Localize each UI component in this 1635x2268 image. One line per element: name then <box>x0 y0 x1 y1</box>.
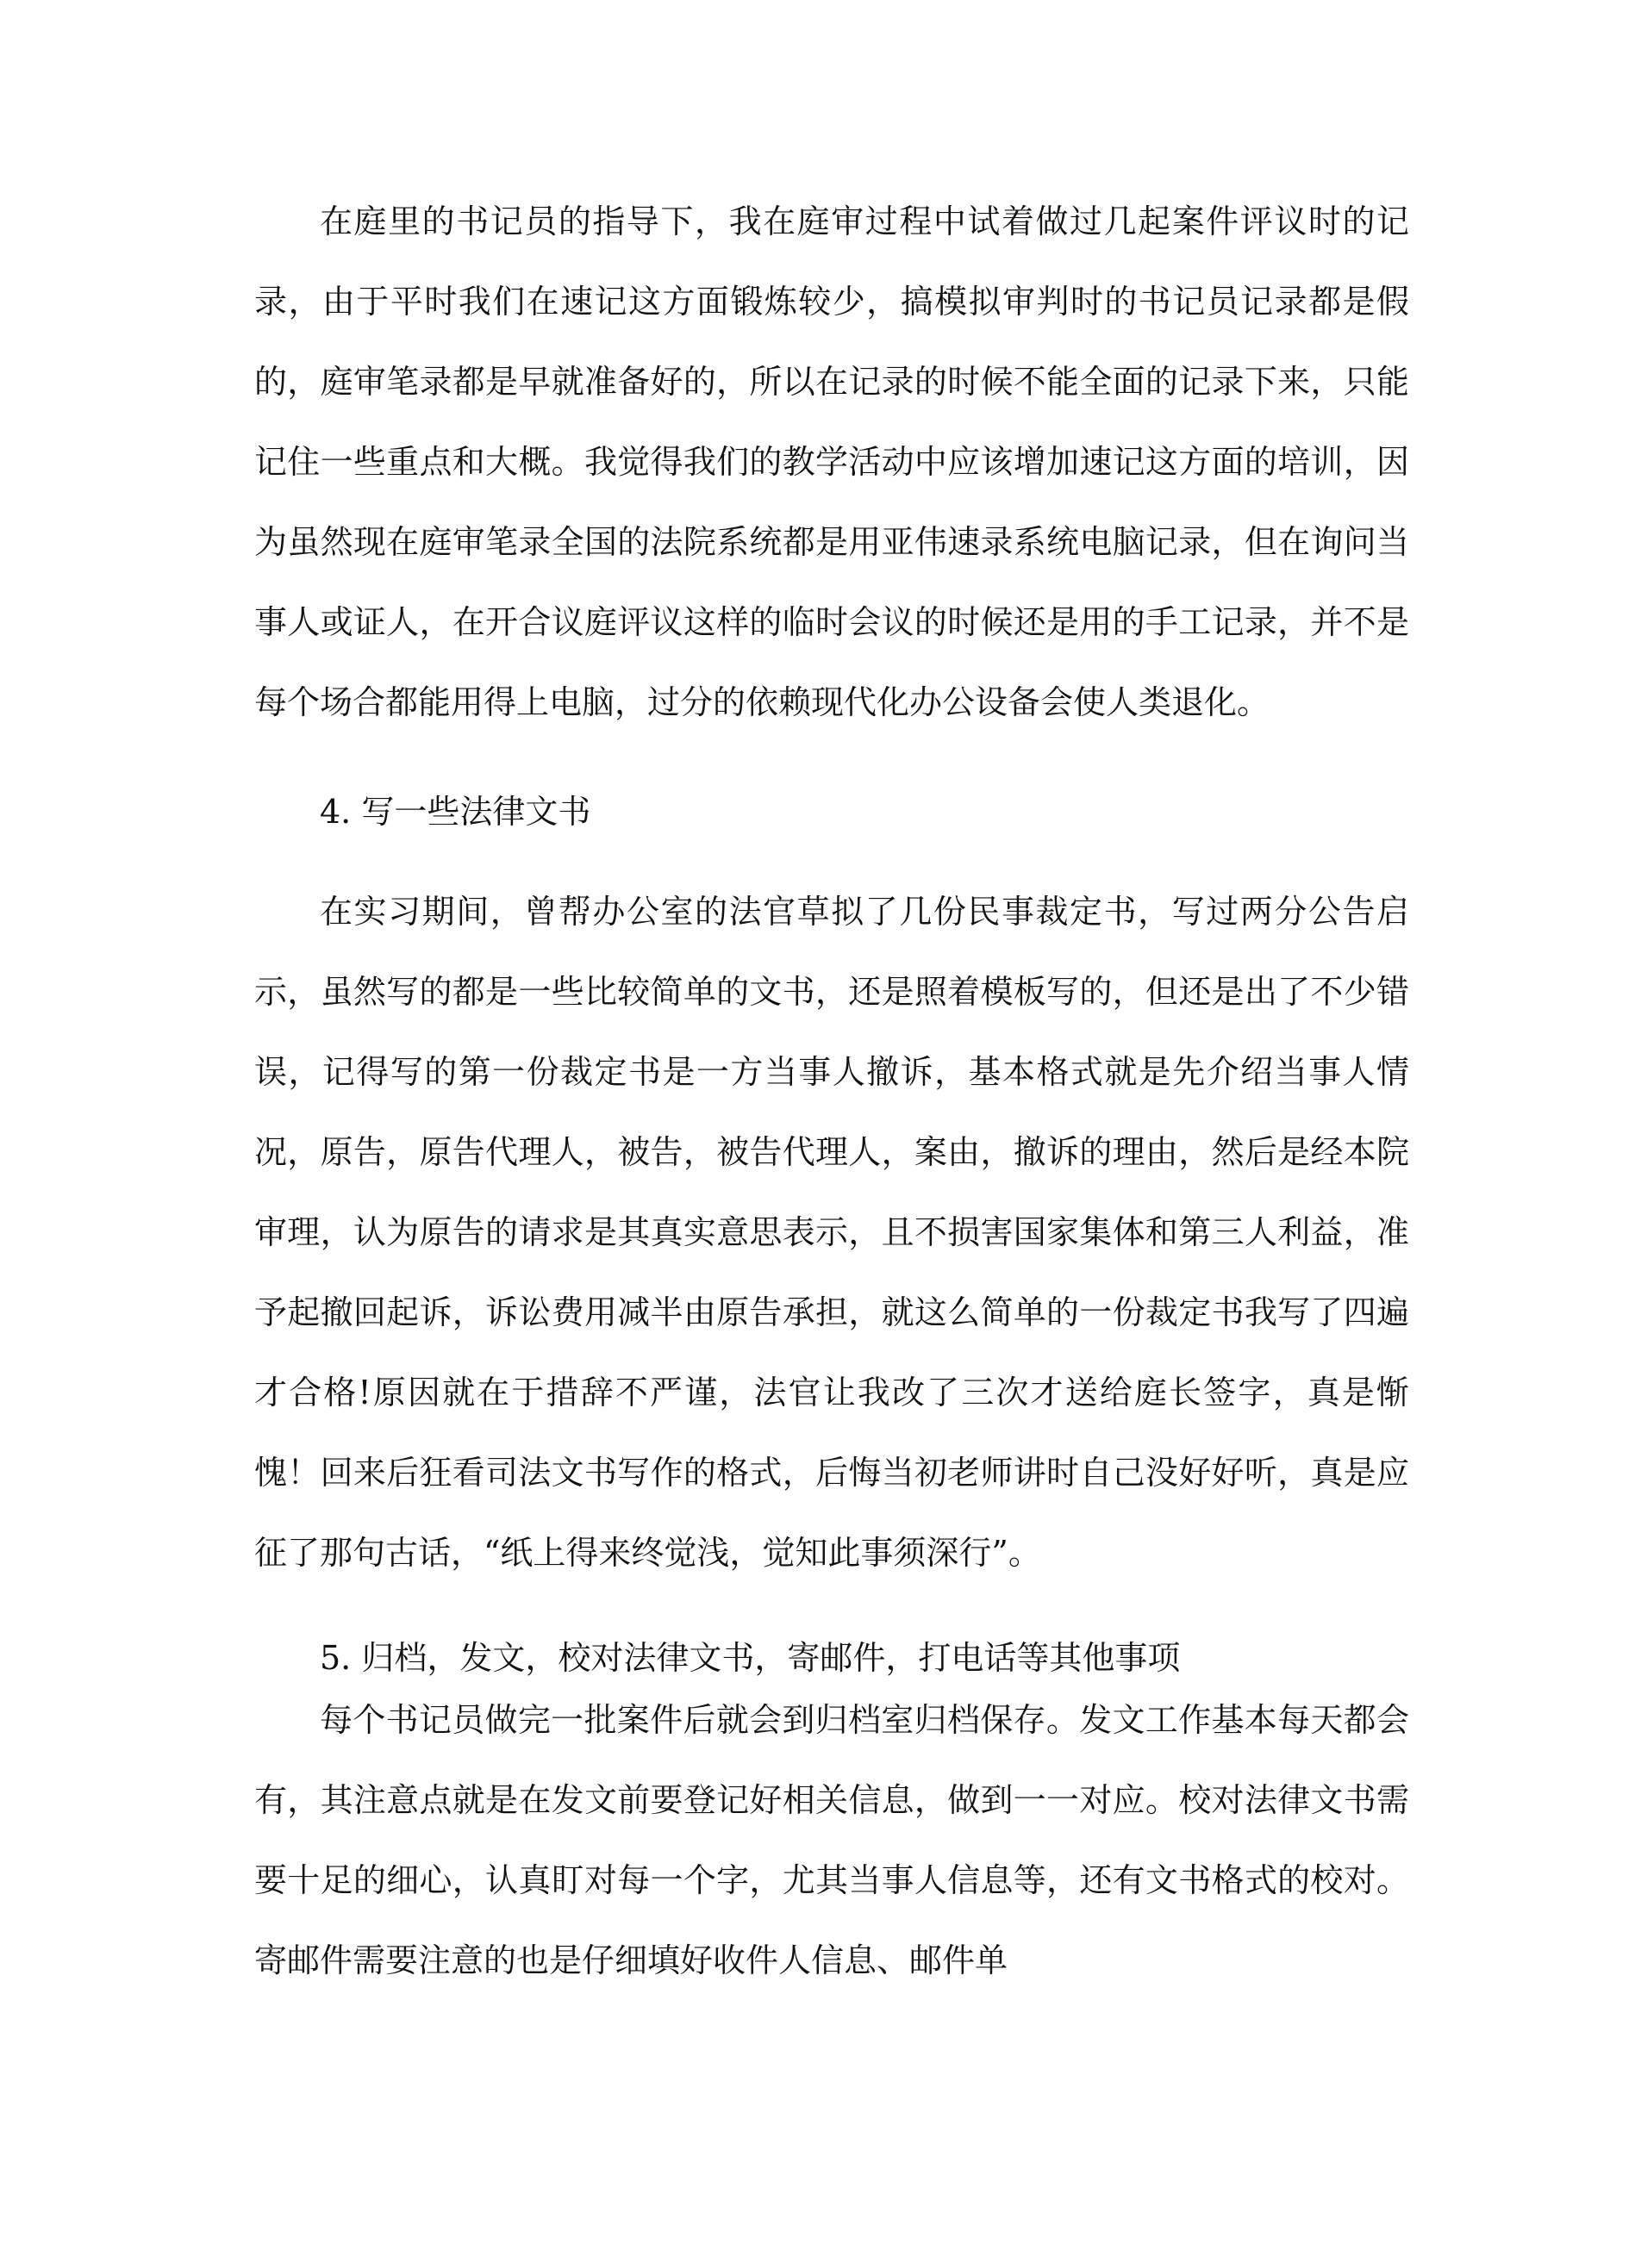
paragraph-drafting-rulings <box>254 872 1409 1593</box>
paragraph-text: 在实习期间，曾帮办公室的法官草拟了几份民事裁定书，写过两分公告启示，虽然写的都是一些比较简单的文书，还是照着模板写的，但还是出了不少错误，记得写的第一份裁定书是一方当事人撤诉，基本格式就是先介绍当事人情况，原告，原告代理人，被告，被告代理人，案由，撤诉的理由，然后是经本院审理，认为原告的请求是其真实意思表示，且不损害国家集体和第三人利益，准予起撤回起诉，诉讼费用减半由原告承担，就这么简单的一份裁定书我写了四遍才合格!原因就在于措辞不严谨，法官让我改了三次才送给庭长签字，真是惭愧！回来后狂看司法文书写作的格式，后悔当初老师讲时自己没好好听，真是应征了那句古话，“纸上得来终觉浅，觉知此事须深行”。 <box>254 893 1409 1572</box>
paragraph-text: 每个书记员做完一批案件后就会到归档室归档保存。发文工作基本每天都会有，其注意点就是在发文前要登记好相关信息，做到一一对应。校对法律文书需要十足的细心，认真盯对每一个字，尤其当事人信息等，还有文书格式的校对。寄邮件需要注意的也是仔细填好收件人信息、邮件单 <box>254 1701 1409 1979</box>
section-heading: 5. 归档，发文，校对法律文书，寄邮件，打电话等其他事项 <box>320 1639 1181 1677</box>
paragraph-archiving <box>254 1680 1409 2001</box>
paragraph-court-recording <box>254 182 1409 743</box>
section-heading: 4. 写一些法律文书 <box>320 793 591 831</box>
heading-legal-documents <box>254 772 1409 852</box>
paragraph-text: 在庭里的书记员的指导下，我在庭审过程中试着做过几起案件评议时的记录，由于平时我们在速记这方面锻炼较少，搞模拟审判时的书记员记录都是假的，庭审笔录都是早就准备好的，所以在记录的时候不能全面的记录下来，只能记住一些重点和大概。我觉得我们的教学活动中应该增加速记这方面的培训，因为虽然现在庭审笔录全国的法院系统都是用亚伟速录系统电脑记录，但在询问当事人或证人，在开合议庭评议这样的临时会议的时候还是用的手工记录，并不是每个场合都能用得上电脑，过分的依赖现代化办公设备会使人类退化。 <box>254 202 1409 721</box>
